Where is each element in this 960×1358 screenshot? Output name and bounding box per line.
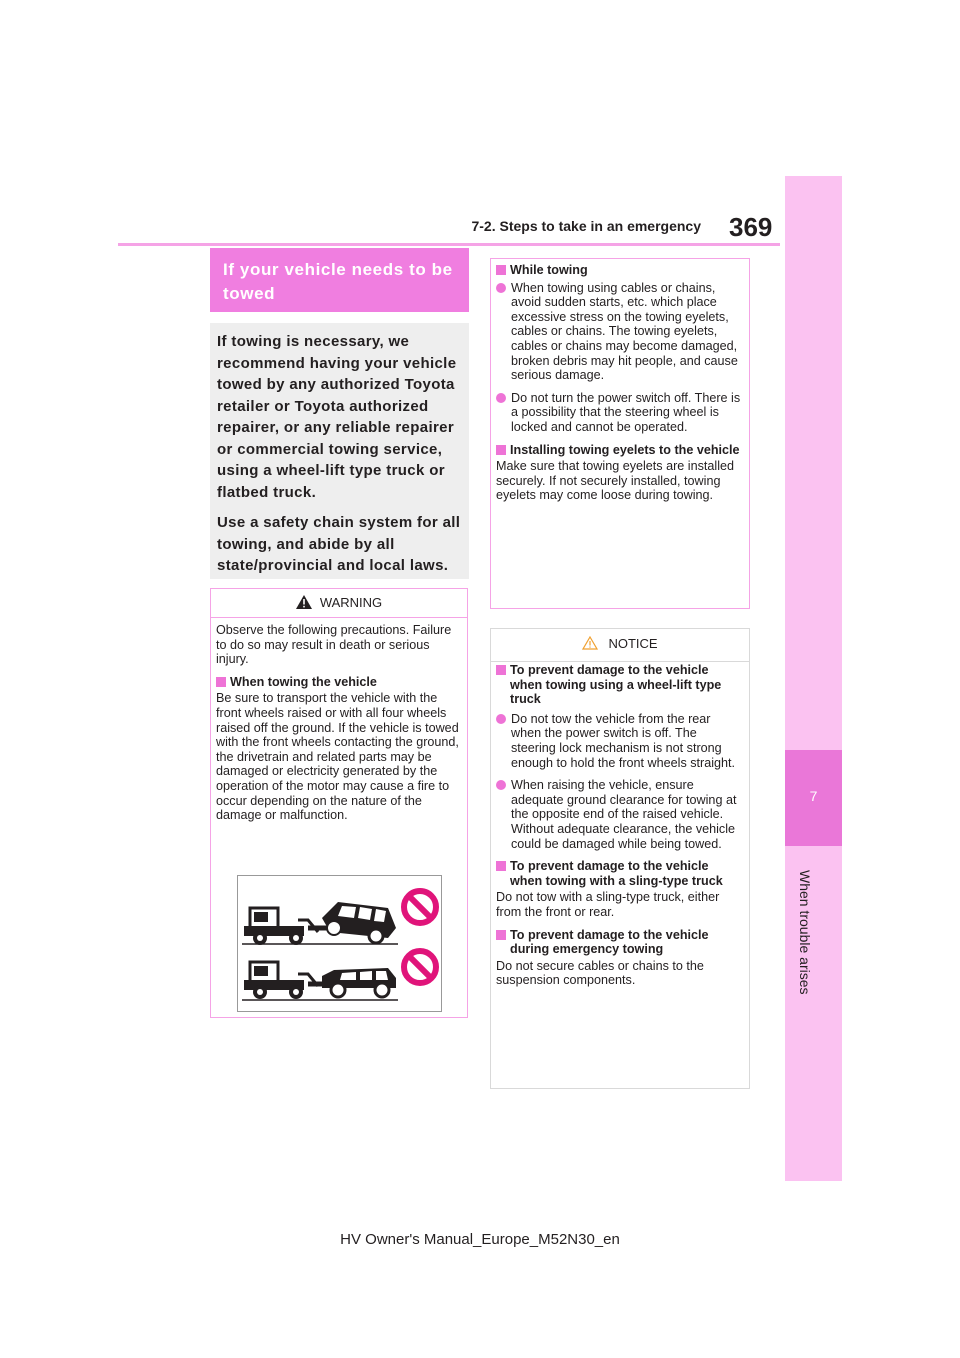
chapter-number: 7 <box>809 788 818 804</box>
page-number: 369 <box>729 212 773 242</box>
while-towing-box <box>490 258 750 609</box>
chapter-label: When trouble arises <box>797 870 813 995</box>
round-bullet-icon <box>496 393 506 403</box>
warning-lead: Observe the following precautions. Failure to do so may result in death or serious injury. <box>216 623 452 667</box>
warning-subhead: When towing the vehicle <box>216 675 462 690</box>
intro-paragraph-2: Use a safety chain system for all towing, and abide by all state/provincial and local laws. <box>217 514 461 574</box>
towing-prohibited-illustration <box>237 875 442 1012</box>
notice-subhead-2: To prevent damage to the vehicle when towing with a sling-type truck <box>496 859 744 888</box>
notice-box <box>490 628 750 1089</box>
prohibition-sign-bottom <box>404 951 436 983</box>
notice-body-2: Do not tow with a sling-type truck, either from the front or rear. <box>496 890 720 919</box>
warning-header <box>211 589 467 618</box>
bullet-item: Do not turn the power switch off. There is a possibility that the steering wheel is locked and cannot be operated. <box>496 391 744 435</box>
tow-truck-illustration <box>238 876 441 1011</box>
header-rule <box>118 243 780 246</box>
prohibition-sign-top <box>404 891 436 923</box>
round-bullet-icon <box>496 283 506 293</box>
bullet-item: Do not tow the vehicle from the rear when the power switch is off. The steering lock mechanism is not strong enough to hold the front wheels straight. <box>496 712 744 770</box>
wheel-lift-truck-bottom <box>244 962 332 999</box>
section-title: 7-2. Steps to take in an emergency <box>471 218 701 234</box>
bullet-item: When towing using cables or chains, avoid sudden starts, etc. which place excessive stress on the towing eyelets, cables or chains. The towing eyelets, cables or chains may become damaged, broken debris may hit people, and cause serious damage. <box>496 281 744 383</box>
warning-triangle-icon <box>296 595 312 609</box>
intro-box <box>210 323 469 579</box>
notice-subhead-3: To prevent damage to the vehicle during emergency towing <box>496 928 744 957</box>
eyelets-body: Make sure that towing eyelets are installed securely. If not securely installed, towing eyelets may come loose during towing. <box>496 459 735 503</box>
warning-body: Be sure to transport the vehicle with the front wheels raised or with all four wheels raised off the ground. If the vehicle is towed with the front wheels contacting the ground, the drivetrain and related parts may be damaged or electricity generated by the operation of the motor may cause a fire to occur depending on the nature of the damage or malfunction. <box>216 691 459 823</box>
notice-title: NOTICE <box>608 636 658 651</box>
chapter-side-band <box>785 176 842 1181</box>
notice-header <box>491 629 749 662</box>
car-top-front-raised <box>322 902 396 943</box>
square-bullet-icon <box>496 445 506 455</box>
notice-body-3: Do not secure cables or chains to the suspension components. <box>496 958 704 988</box>
warning-title: WARNING <box>319 595 383 610</box>
bullet-item: When raising the vehicle, ensure adequate ground clearance for towing at the opposite end of the raised vehicle. Without adequate clearance, the vehicle could be damaged while being towed. <box>496 778 744 851</box>
car-bottom-rear-raised <box>322 968 396 997</box>
chapter-tab[interactable] <box>785 750 842 846</box>
intro-paragraph-1: If towing is necessary, we recommend having your vehicle towed by any authorized Toyota retailer or Toyota authorized repairer, or any reliable repairer or commercial towing service, using a wheel-lift type truck or flatbed truck. <box>217 333 457 501</box>
footer-manual-id: HV Owner's Manual_Europe_M52N30_en <box>340 1231 620 1248</box>
towed-heading-text: If your vehicle needs to be towed <box>223 260 453 303</box>
wheel-lift-truck-top <box>244 908 334 945</box>
notice-triangle-icon <box>582 636 598 650</box>
eyelets-subhead: Installing towing eyelets to the vehicle <box>496 443 744 458</box>
warning-box <box>210 588 468 1018</box>
towed-section-heading <box>210 248 469 312</box>
square-bullet-icon <box>496 665 506 675</box>
square-bullet-icon <box>216 677 226 687</box>
notice-subhead-1: To prevent damage to the vehicle when towing using a wheel-lift type truck <box>496 663 744 707</box>
square-bullet-icon <box>496 265 506 275</box>
square-bullet-icon <box>496 930 506 940</box>
round-bullet-icon <box>496 780 506 790</box>
round-bullet-icon <box>496 714 506 724</box>
while-towing-subhead: While towing <box>496 263 744 278</box>
square-bullet-icon <box>496 861 506 871</box>
